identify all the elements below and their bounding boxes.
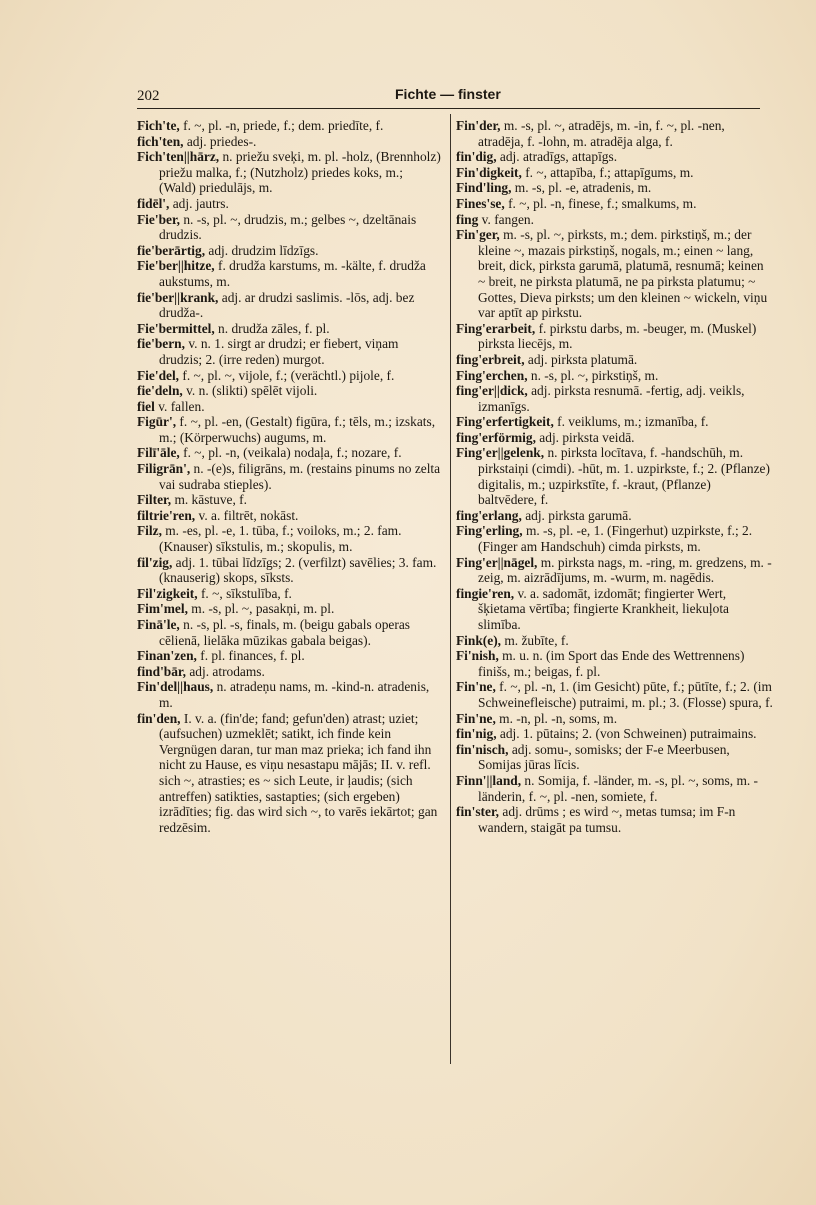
entry-definition: f. drudža karstums, m. -kälte, f. drudža aukstums, m.	[159, 258, 426, 289]
entry-headword: Fin'del||haus,	[137, 679, 214, 695]
entry-definition: f. ~, pl. ~, vijole, f.; (verächtl.) pijole, f.	[179, 367, 395, 383]
dictionary-entry	[137, 399, 442, 415]
dictionary-entry	[456, 321, 773, 352]
dictionary-entry	[137, 134, 442, 150]
dictionary-entry	[456, 212, 773, 228]
dictionary-entry	[456, 711, 773, 727]
entry-headword: fin'nig,	[456, 726, 497, 742]
dictionary-entry	[456, 633, 773, 649]
dictionary-entry	[456, 523, 773, 554]
entry-definition: m. pirksta nags, m. -ring, m. gredzens, m. -zeig, m. aizrādījums, m. -wurm, m. nagēdis.	[478, 554, 772, 586]
entry-definition: f. veiklums, m.; izmanība, f.	[553, 414, 709, 430]
entry-headword: Fie'ber,	[137, 211, 181, 227]
entry-definition: v. a. filtrēt, nokāst.	[195, 507, 299, 523]
entry-headword: Fi'nish,	[456, 648, 499, 664]
dictionary-entry	[456, 445, 773, 507]
dictionary-entry	[456, 430, 773, 446]
entry-headword: Filī'āle,	[137, 445, 180, 461]
entry-headword: Fing'erchen,	[456, 367, 528, 383]
entry-definition: m. -s, pl. ~, pasakņi, m. pl.	[187, 601, 335, 617]
entry-headword: fiel	[137, 398, 155, 414]
dictionary-entry	[137, 648, 442, 664]
entry-headword: Fines'se,	[456, 195, 505, 211]
entry-headword: Fing'erarbeit,	[456, 320, 536, 336]
entry-headword: fie'ber||krank,	[137, 289, 219, 305]
entry-headword: fing'erbreit,	[456, 351, 525, 367]
entry-definition: adj. 1. pūtains; 2. (von Schweinen) putraimains.	[496, 726, 757, 742]
entry-headword: Fin'der,	[456, 118, 501, 133]
entry-headword: Find'ling,	[456, 180, 512, 196]
entry-headword: Fink(e),	[456, 632, 502, 648]
dictionary-entry	[137, 508, 442, 524]
entry-headword: Fing'er||gelenk,	[456, 445, 545, 461]
page-number: 202	[137, 88, 160, 104]
entry-definition: adj. drudzim līdzīgs.	[205, 242, 319, 258]
dictionary-entry	[137, 555, 442, 586]
entry-definition: n. drudža zāles, f. pl.	[214, 320, 330, 336]
dictionary-entry	[456, 742, 773, 773]
column-divider	[450, 114, 451, 1064]
entry-headword: Figūr',	[137, 414, 177, 430]
dictionary-entry	[456, 118, 773, 149]
dictionary-entry	[137, 321, 442, 337]
dictionary-entry	[456, 679, 773, 710]
entry-definition: adj. ar drudzi saslimis. -lōs, adj. bez drudža-.	[159, 289, 415, 321]
dictionary-entry	[137, 212, 442, 243]
right-column	[456, 118, 773, 835]
entry-definition: adj. 1. tūbai līdzīgs; 2. (verfilzt) savēlies; 3. fam. (knauserig) skops, sīksts.	[159, 554, 437, 586]
dictionary-entry	[137, 149, 442, 196]
entry-definition: adj. somu-, somisks; der F-e Meerbusen, Somijas jūras līcis.	[478, 741, 730, 773]
running-head: Fichte — finster	[395, 86, 501, 102]
dictionary-entry	[137, 523, 442, 554]
entry-headword: Fin'digkeit,	[456, 164, 522, 180]
dictionary-entry	[456, 414, 773, 430]
dictionary-entry	[456, 586, 773, 633]
dictionary-entry	[456, 196, 773, 212]
entry-definition: f. ~, pl. -n, finese, f.; smalkums, m.	[504, 195, 697, 211]
entry-headword: Fin'ger,	[456, 227, 500, 243]
dictionary-entry	[137, 243, 442, 259]
dictionary-entry	[456, 555, 773, 586]
entry-headword: Fie'ber||hitze,	[137, 258, 215, 274]
entry-definition: n. pirksta locītava, f. -handschūh, m. pirkstaiņi (cimdi). -hūt, m. 1. uzpirkste, f.; 2. (Pflanze) digitalis, m.; uzpirkstīte, f. -kraut, (Pflanze) baltvēdere, f.	[478, 445, 770, 508]
entry-headword: fin'ster,	[456, 804, 500, 820]
entry-definition: m. žubīte, f.	[501, 632, 569, 648]
entry-headword: Fin'ne,	[456, 710, 496, 726]
entry-headword: fin'dig,	[456, 149, 497, 165]
entry-definition: v. n. (slikti) spēlēt vijoli.	[182, 383, 318, 399]
entry-definition: m. kāstuve, f.	[171, 492, 247, 508]
entry-headword: Fin'ne,	[456, 679, 496, 695]
entry-headword: fil'zig,	[137, 554, 173, 570]
dictionary-entry	[137, 336, 442, 367]
entry-definition: n. -s, pl. ~, drudzis, m.; gelbes ~, dzeltānais drudzis.	[159, 211, 417, 243]
entry-headword: filtrie'ren,	[137, 507, 196, 523]
page-header	[137, 86, 760, 109]
dictionary-entry	[456, 648, 773, 679]
entry-definition: n. -(e)s, filigrāns, m. (restains pinums no zelta vai sudraba stieples).	[159, 461, 441, 492]
dictionary-entry	[137, 196, 442, 212]
dictionary-entry	[137, 368, 442, 384]
entry-definition: f. pirkstu darbs, m. -beuger, m. (Muskel) pirksta liecējs, m.	[478, 320, 757, 352]
dictionary-entry	[456, 804, 773, 835]
dictionary-entry	[137, 461, 442, 492]
entry-headword: Finan'zen,	[137, 648, 197, 664]
entry-headword: fing'erförmig,	[456, 429, 536, 445]
entry-definition: adj. jautrs.	[169, 195, 229, 211]
entry-headword: Filter,	[137, 492, 172, 508]
entry-definition: f. ~, pl. -en, (Gestalt) figūra, f.; tēls, m.; izskats, m.; (Körperwuchs) augums, m.	[159, 414, 436, 445]
entry-headword: fie'bern,	[137, 336, 185, 352]
dictionary-entry	[456, 352, 773, 368]
dictionary-entry	[137, 679, 442, 710]
entry-headword: Fing'erling,	[456, 523, 523, 539]
entry-headword: Fim'mel,	[137, 601, 188, 617]
entry-headword: fing'erlang,	[456, 507, 522, 523]
dictionary-entry	[137, 383, 442, 399]
entry-definition: n. atradeņu nams, m. -kind-n. atradenis, m.	[159, 679, 430, 710]
dictionary-entry	[137, 290, 442, 321]
entry-headword: fin'den,	[137, 710, 181, 726]
dictionary-entry	[137, 445, 442, 461]
entry-headword: Fil'zigkeit,	[137, 585, 198, 601]
entry-headword: fidēl',	[137, 195, 170, 211]
dictionary-entry	[456, 383, 773, 414]
entry-headword: fingie'ren,	[456, 585, 515, 601]
dictionary-entry	[456, 180, 773, 196]
entry-definition: v. n. 1. sirgt ar drudzi; er fiebert, viņam drudzis; 2. (irre reden) murgot.	[159, 336, 399, 367]
entry-definition: adj. pirksta resnumā. -fertig, adj. veikls, izmanīgs.	[478, 383, 745, 414]
entry-headword: fie'deln,	[137, 383, 183, 399]
entry-definition: adj. drūms ; es wird ~, metas tumsa; im F-n wandern, staigāt pa tumsu.	[478, 804, 736, 835]
entry-headword: fin'nisch,	[456, 741, 509, 757]
entry-definition: n. -s, pl. ~, pirkstiņš, m.	[527, 367, 659, 383]
entry-headword: Fich'ten||hārz,	[137, 149, 220, 165]
entry-headword: Fing'erfertigkeit,	[456, 414, 554, 430]
entry-definition: v. fallen.	[154, 398, 205, 414]
dictionary-entry	[456, 149, 773, 165]
dictionary-entry	[137, 118, 442, 134]
entry-definition: adj. pirksta garumā.	[521, 507, 632, 523]
entry-definition: v. a. sadomāt, izdomāt; fingierter Wert, šķietama vērtība; fingierte Krankheit, liekuļota slimība.	[478, 585, 729, 632]
entry-definition: f. ~, sīkstulība, f.	[197, 585, 292, 601]
entry-headword: find'bār,	[137, 663, 186, 679]
entry-headword: Fing'er||nāgel,	[456, 554, 538, 570]
entry-headword: Finn'||land,	[456, 772, 522, 788]
entry-definition: adj. pirksta veidā.	[535, 429, 635, 445]
entry-headword: Filz,	[137, 523, 162, 539]
entry-definition: m. -n, pl. -n, soms, m.	[495, 710, 618, 726]
entry-definition: adj. atrodams.	[186, 663, 265, 679]
entry-definition: m. -es, pl. -e, 1. tūba, f.; voiloks, m.; 2. fam. (Knauser) sīkstulis, m.; skopulis, m.	[159, 523, 402, 555]
dictionary-entry	[137, 711, 442, 836]
entry-definition: m. -s, pl. -e, atradenis, m.	[511, 180, 652, 196]
entry-definition: f. pl. finances, f. pl.	[196, 648, 305, 664]
dictionary-entry	[137, 586, 442, 602]
dictionary-entry	[456, 508, 773, 524]
entry-definition: f. ~, pl. -n, (veikala) nodaļa, f.; nozare, f.	[179, 445, 402, 461]
dictionary-entry	[137, 492, 442, 508]
entry-headword: fing'er||dick,	[456, 383, 528, 399]
entry-definition: f. ~, attapība, f.; attapīgums, m.	[521, 164, 694, 180]
entry-definition: n. -s, pl. -s, finals, m. (beigu gabals operas cēlienā, lielāka mūzikas gabala beigas).	[159, 617, 410, 648]
entry-definition: adj. atradīgs, attapīgs.	[496, 149, 618, 165]
entry-headword: Fie'del,	[137, 367, 180, 383]
entry-definition: I. v. a. (fin'de; fand; gefun'den) atrast; uziet; (aufsuchen) uzmeklēt; satikt, ich finde kein Vergnügen daran, tur man maz prieka; ich fand ihn nicht zu Hause, es viņu nesastapu mājās; II. v. refl. sich ~, atrasties; es ~ sich Leute, ir ļaudis; (sich antreffen) satikties, sastapties; (sich ergeben) izrādīties; fig. das wird sich ~, to varēs iekārtot; gan redzēsim.	[159, 710, 438, 835]
entry-headword: Filigrān',	[137, 461, 191, 477]
entry-definition: m. -s, pl. ~, pirksts, m.; dem. pirkstiņš, m.; der kleine ~, mazais pirkstiņš, nogals, m.; einen ~ lang, breit, dick, pirksta garumā, platumā, resnumā; keinen ~ breit, ne pirksta platumā, ne pa pirksta platumu; ~ Gottes, Dieva pirksts; um den kleinen ~ wickeln, viņu var aptīt ap pirkstu.	[478, 227, 768, 321]
entry-definition: f. ~, pl. -n, 1. (im Gesicht) pūte, f.; pūtīte, f.; 2. (im Schweinefleische) putraimi, m. pl.; 3. (Flosse) spura, f.	[478, 679, 773, 710]
dictionary-entry	[137, 601, 442, 617]
entry-definition: n. priežu sveķi, m. pl. -holz, (Brennholz) priežu malka, f.; (Nutzholz) priedes koks, m.; (Wald) priedulājs, m.	[159, 149, 441, 196]
dictionary-entry	[137, 664, 442, 680]
dictionary-entry	[456, 368, 773, 384]
entry-definition: m. u. n. (im Sport das Ende des Wettrennens) finišs, m.; beigas, f. pl.	[478, 648, 745, 679]
entry-headword: Finā'le,	[137, 617, 180, 632]
entry-headword: fich'ten,	[137, 133, 184, 149]
entry-definition: n. Somija, f. -länder, m. -s, pl. ~, soms, m. -länderin, f. ~, pl. -nen, somiete, f.	[478, 772, 759, 804]
entry-definition: m. -s, pl. -e, 1. (Fingerhut) uzpirkste, f.; 2. (Finger am Handschuh) cimda pirksts, m.	[478, 523, 753, 555]
left-column	[137, 118, 442, 835]
dictionary-entry	[456, 773, 773, 804]
dictionary-entry	[137, 258, 442, 289]
entry-definition: adj. pirksta platumā.	[524, 351, 638, 367]
dictionary-entry	[137, 617, 442, 648]
dictionary-entry	[456, 227, 773, 321]
dictionary-entry	[456, 726, 773, 742]
entry-definition: m. -s, pl. ~, atradējs, m. -in, f. ~, pl. -nen, atradēja, f. -lohn, m. atradēja alga, f.	[478, 118, 725, 149]
dictionary-entry	[137, 414, 442, 445]
entry-headword: Fie'bermittel,	[137, 320, 215, 336]
entry-definition: adj. priedes-.	[183, 133, 257, 149]
entry-headword: Fich'te,	[137, 118, 180, 133]
entry-headword: fie'berārtig,	[137, 242, 206, 258]
dictionary-entry	[456, 165, 773, 181]
entry-definition: f. ~, pl. -n, priede, f.; dem. priedīte, f.	[179, 118, 384, 133]
entry-definition: v. fangen.	[478, 211, 534, 227]
entry-headword: fing	[456, 211, 479, 227]
